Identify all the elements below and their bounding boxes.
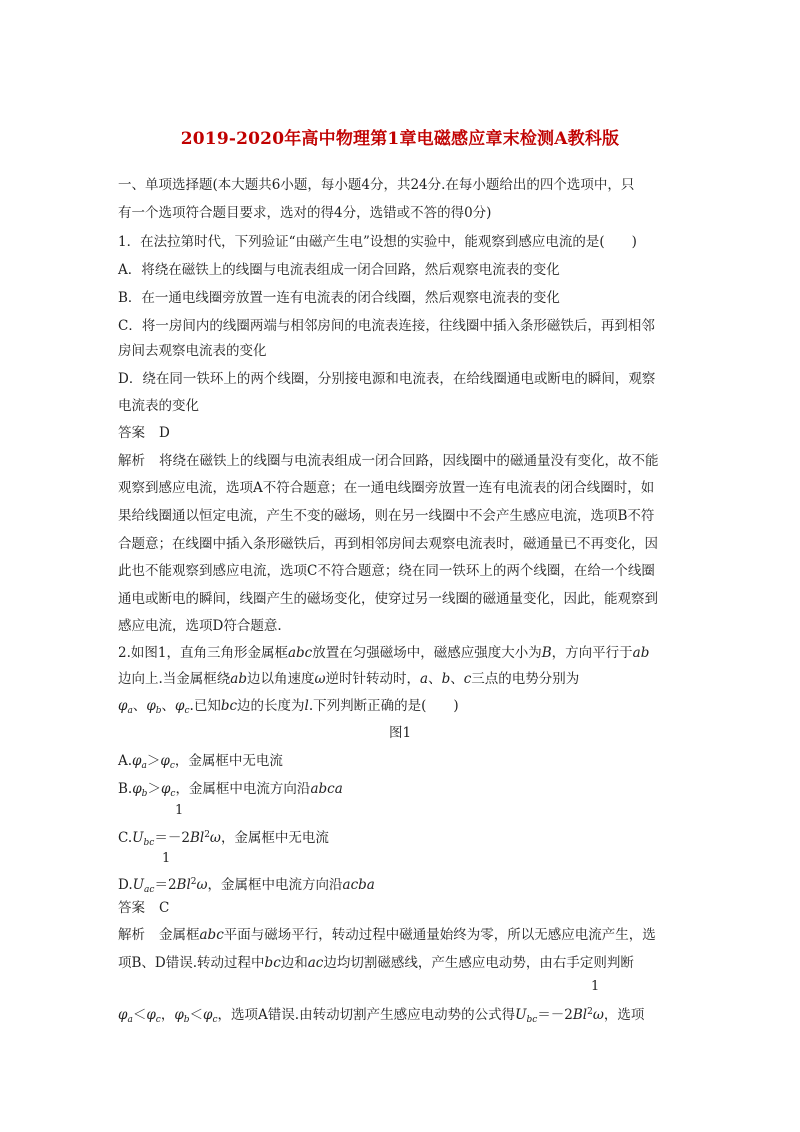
section-heading-line-2: 有一个选项符合题目要求，选对的得4分，选错或不答的得0分): [118, 205, 492, 221]
q2-option-b: $B.\varphi_b>\varphi_c$，金属框中电流方向沿abca: [118, 781, 343, 799]
q2-analysis-line-2: 项B、D错误.转动过程中bc边和ac边均切割磁感线，产生感应电动势，由右手定则判断: [118, 955, 634, 971]
q1-stem: 1．在法拉第时代，下列验证“由磁产生电”设想的实验中，能观察到感应电流的是( ): [118, 234, 637, 250]
q2-analysis-line-1: 解析 金属框abc平面与磁场平行，转动过程中磁通量始终为零，所以无感应电流产生，选: [118, 927, 656, 943]
q1-option-c-line-1: C．将一房间内的线圈两端与相邻房间的电流表连接，往线圈中插入条形磁铁后，再到相邻: [118, 318, 655, 334]
q2-answer: 答案 C: [118, 900, 170, 916]
q1-option-c-line-2: 房间去观察电流表的变化: [118, 343, 267, 359]
q1-analysis-line-3: 果给线圈通以恒定电流，产生不变的磁场，则在另一线圈中不会产生感应电流，选项B不符: [118, 508, 655, 524]
q2-option-a: $A.\varphi_a>\varphi_c$，金属框中无电流: [118, 753, 283, 771]
fraction-denominator: 2: [167, 877, 177, 893]
q1-analysis-line-2: 观察到感应电流，选项A不符合题意；在一通电线圈旁放置一连有电流表的闭合线圈时，如: [118, 480, 655, 496]
fraction-denominator: 2: [181, 830, 190, 846]
q2-stem-line-3: $\varphi_a$、$\varphi_b$、$\varphi_c$.已知bc边的长度为l.下列判断正确的是( ): [118, 698, 459, 716]
q1-analysis-line-1: 解析 将绕在磁铁上的线圈与电流表组成一闭合回路，因线圈中的磁通量没有变化，故不能: [118, 453, 659, 469]
q1-analysis-line-7: 感应电流，选项D符合题意.: [118, 618, 282, 634]
q2-stem-line-1: 2.如图1，直角三角形金属框abc放置在匀强磁场中，磁感应强度大小为B，方向平行于ab: [118, 645, 650, 661]
q1-option-d-line-1: D．绕在同一铁环上的两个线圈，分别接电源和电流表，在给线圈通电或断电的瞬间，观察: [118, 371, 656, 387]
section-heading-line-1: 一、单项选择题(本大题共6小题，每小题4分，共24分.在每小题给出的四个选项中，只: [118, 177, 635, 193]
document-title: 2019-2020年高中物理第1章电磁感应章末检测A教科版: [180, 129, 620, 149]
figure-caption: 图1: [388, 725, 412, 741]
q1-option-b: B．在一通电线圈旁放置一连有电流表的闭合线圈，然后观察电流表的变化: [118, 290, 560, 306]
answer-value: D: [159, 425, 170, 441]
q1-option-a: A．将绕在磁铁上的线圈与电流表组成一闭合回路，然后观察电流表的变化: [118, 262, 560, 278]
q2-option-d-fraction-numerator: 1: [162, 851, 171, 866]
q2-analysis-line-3: $\varphi_a<\varphi_c$，$\varphi_b<\varphi_c$，选项A错误.由转动切割产生感应电动势的公式得$U_{bc}=-2Bl^2\omega$，选项: [118, 1007, 645, 1025]
analysis-label: 解析: [118, 453, 145, 469]
q1-option-d-line-2: 电流表的变化: [118, 398, 199, 414]
q1-analysis-line-6: 通电或断电的瞬间，线圈产生的磁场变化，使穿过另一线圈的磁通量变化，因此，能观察到: [118, 591, 658, 607]
q2-analysis-fraction-numerator: 1: [591, 979, 600, 994]
q1-analysis-line-4: 合题意；在线圈中插入条形磁铁后，再到相邻房间去观察电流表时，磁通量已不再变化，因: [118, 536, 658, 552]
q2-option-c: $C.U_{bc}=-2Bl^2\omega$，金属框中无电流: [118, 830, 329, 848]
q2-stem-line-2: 边向上.当金属框绕ab边以角速度ω逆时针转动时，a、b、c三点的电势分别为: [118, 671, 580, 687]
q2-option-d: $D.U_{ac}=2Bl^2\omega$，金属框中电流方向沿acba: [118, 877, 375, 895]
answer-label: 答案: [118, 425, 145, 441]
q2-option-c-fraction-numerator: 1: [175, 803, 184, 818]
q1-analysis-line-5: 此也不能观察到感应电流，选项C不符合题意；绕在同一铁环上的两个线圈，在给一个线圈: [118, 563, 655, 579]
q1-answer: [118, 423, 170, 443]
